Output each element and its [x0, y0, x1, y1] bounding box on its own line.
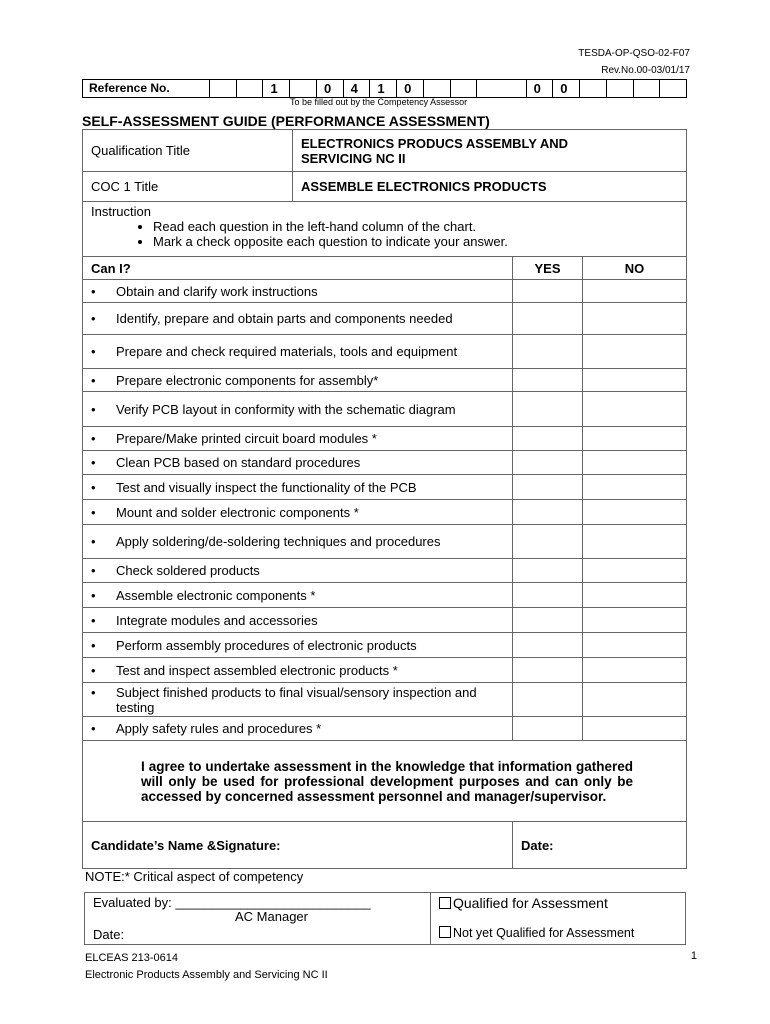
question-text: Perform assembly procedures of electronic products [116, 637, 417, 653]
no-checkbox-cell[interactable] [583, 427, 687, 451]
instruction-row [83, 202, 687, 257]
question-text: Test and inspect assembled electronic products * [116, 662, 398, 678]
evaluation-table [84, 892, 686, 945]
no-checkbox-cell[interactable] [583, 559, 687, 583]
bullet-icon: • [91, 344, 96, 359]
yes-checkbox-cell[interactable] [513, 633, 583, 658]
bullet-icon: • [91, 431, 96, 446]
bullet-icon: • [91, 612, 96, 628]
yes-checkbox-cell[interactable] [513, 280, 583, 303]
column-header-question: Can I? [83, 257, 513, 280]
no-checkbox-cell[interactable] [583, 683, 687, 717]
reference-number-row [82, 79, 687, 98]
question-text: Obtain and clarify work instructions [116, 283, 318, 299]
question-row [83, 525, 687, 559]
evaluation-date[interactable]: Date: [93, 927, 125, 942]
question-text: Test and visually inspect the functionality of the PCB [116, 479, 417, 495]
instruction-list [91, 219, 678, 249]
no-checkbox-cell[interactable] [583, 392, 687, 427]
qualification-value-line2: SERVICING NC II [301, 150, 406, 166]
bullet-icon: • [91, 479, 96, 495]
reference-label: Reference No. [83, 80, 210, 97]
question-cell [83, 500, 513, 525]
reference-digit[interactable] [290, 80, 317, 97]
evaluator-cell [85, 893, 431, 945]
form-header [578, 45, 690, 79]
question-row [83, 335, 687, 369]
yes-checkbox-cell[interactable] [513, 583, 583, 608]
question-row [83, 451, 687, 475]
question-cell [83, 451, 513, 475]
bullet-icon: • [91, 684, 96, 700]
bullet-icon: • [91, 372, 96, 388]
question-rows [83, 280, 687, 741]
bullet-icon: • [91, 455, 96, 470]
bullet-icon: • [91, 563, 96, 578]
reference-digit[interactable]: 0 [553, 80, 580, 97]
instruction-item: • Mark a check opposite each question to indicate your answer. [153, 234, 678, 249]
yes-checkbox-cell[interactable] [513, 369, 583, 392]
question-row [83, 608, 687, 633]
reference-digit[interactable] [660, 80, 686, 97]
yes-checkbox-cell[interactable] [513, 717, 583, 741]
question-cell [83, 335, 513, 369]
bullet-icon: • [91, 283, 96, 299]
bullet-icon: • [91, 721, 96, 736]
no-checkbox-cell[interactable] [583, 369, 687, 392]
no-checkbox-cell[interactable] [583, 608, 687, 633]
reference-digit[interactable] [634, 80, 661, 97]
yes-checkbox-cell[interactable] [513, 525, 583, 559]
question-text: Apply safety rules and procedures * [116, 721, 322, 736]
question-text: Check soldered products [116, 563, 260, 578]
reference-note: To be filled out by the Competency Assessor [290, 97, 468, 107]
question-row [83, 427, 687, 451]
question-cell [83, 717, 513, 741]
agreement-row [83, 741, 687, 822]
question-text: Mount and solder electronic components * [116, 504, 359, 520]
question-cell [83, 583, 513, 608]
critical-note: NOTE:* Critical aspect of competency [85, 869, 304, 884]
page-number: 1 [690, 950, 697, 962]
question-cell [83, 392, 513, 427]
qualification-value-line1: ELECTRONICS PRODUCS ASSEMBLY AND [301, 135, 569, 151]
yes-checkbox-cell[interactable] [513, 608, 583, 633]
no-checkbox-cell[interactable] [583, 335, 687, 369]
question-cell [83, 633, 513, 658]
reference-digit[interactable]: 0 [317, 80, 344, 97]
reference-digit[interactable] [451, 80, 478, 97]
no-checkbox-cell[interactable] [583, 451, 687, 475]
revision-number: Rev.No.00-03/01/17 [601, 65, 690, 76]
no-checkbox-cell[interactable] [583, 280, 687, 303]
form-code: TESDA-OP-QSO-02-F07 [578, 48, 690, 59]
column-header-no: NO [583, 257, 687, 280]
qualified-label: Qualified for Assessment [453, 895, 608, 911]
qualification-status-cell [431, 893, 686, 945]
question-cell [83, 280, 513, 303]
question-cell [83, 427, 513, 451]
bullet-icon: • [91, 504, 96, 520]
page-title: SELF-ASSESSMENT GUIDE (PERFORMANCE ASSESSMENT) [82, 113, 490, 129]
column-header-row [83, 257, 687, 280]
yes-checkbox-cell[interactable] [513, 475, 583, 500]
yes-checkbox-cell[interactable] [513, 451, 583, 475]
question-cell [83, 658, 513, 683]
question-cell [83, 525, 513, 559]
qualification-value [293, 130, 687, 172]
evaluator-role: AC Manager [235, 909, 308, 924]
question-text: Verify PCB layout in conformity with the schematic diagram [116, 401, 456, 417]
question-row [83, 583, 687, 608]
instruction-item: • Read each question in the left-hand column of the chart. [153, 219, 678, 234]
no-checkbox-cell[interactable] [583, 583, 687, 608]
question-cell [83, 475, 513, 500]
question-cell [83, 369, 513, 392]
evaluated-by[interactable]: Evaluated by: ___________________________ [93, 895, 371, 910]
question-row [83, 392, 687, 427]
question-row [83, 633, 687, 658]
yes-checkbox-cell[interactable] [513, 303, 583, 335]
question-row [83, 658, 687, 683]
no-checkbox-cell[interactable] [583, 500, 687, 525]
bullet-icon: • [91, 587, 96, 603]
instruction-label: Instruction [91, 204, 151, 219]
question-row [83, 475, 687, 500]
candidate-date[interactable]: Date: [513, 822, 687, 869]
yes-checkbox-cell[interactable] [513, 658, 583, 683]
reference-digit[interactable]: 4 [344, 80, 371, 97]
question-text: Clean PCB based on standard procedures [116, 455, 361, 470]
question-cell [83, 608, 513, 633]
coc-label: COC 1 Title [83, 172, 293, 202]
footer-title: Electronic Products Assembly and Servicing NC II [85, 969, 328, 981]
question-row [83, 717, 687, 741]
no-checkbox-cell[interactable] [583, 717, 687, 741]
instruction-cell [83, 202, 687, 257]
self-assessment-table [82, 129, 687, 869]
question-cell [83, 303, 513, 335]
footer [85, 950, 328, 984]
yes-checkbox-cell[interactable] [513, 559, 583, 583]
reference-digit[interactable]: 0 [527, 80, 554, 97]
qualified-option[interactable] [431, 893, 685, 911]
candidate-row [83, 822, 687, 869]
question-row [83, 683, 687, 717]
no-checkbox-cell[interactable] [583, 633, 687, 658]
checkbox-icon[interactable] [439, 897, 451, 909]
question-text: Identify, prepare and obtain parts and components needed [116, 311, 453, 326]
question-text: Apply soldering/de-soldering techniques and procedures [116, 534, 441, 549]
bullet-icon: • [91, 534, 96, 549]
column-header-yes: YES [513, 257, 583, 280]
reference-digit[interactable]: 1 [263, 80, 290, 97]
bullet-icon: • [91, 637, 96, 653]
question-text: Prepare electronic components for assembly* [116, 372, 379, 388]
qualification-row [83, 130, 687, 172]
no-checkbox-cell[interactable] [583, 525, 687, 559]
question-cell [83, 559, 513, 583]
reference-digit[interactable] [237, 80, 264, 97]
question-text: Assemble electronic components * [116, 587, 316, 603]
reference-digit[interactable] [210, 80, 237, 97]
question-cell [83, 683, 513, 717]
coc-value: ASSEMBLE ELECTRONICS PRODUCTS [293, 172, 687, 202]
reference-digit[interactable] [607, 80, 634, 97]
question-row [83, 559, 687, 583]
yes-checkbox-cell[interactable] [513, 427, 583, 451]
yes-checkbox-cell[interactable] [513, 500, 583, 525]
yes-checkbox-cell[interactable] [513, 392, 583, 427]
not-qualified-label: Not yet Qualified for Assessment [453, 926, 635, 940]
yes-checkbox-cell[interactable] [513, 335, 583, 369]
footer-code: ELCEAS 213-0614 [85, 952, 178, 964]
agreement-cell [83, 741, 687, 822]
candidate-name-signature[interactable]: Candidate’s Name &Signature: [83, 822, 513, 869]
question-row [83, 303, 687, 335]
question-text: Prepare and check required materials, tools and equipment [116, 344, 458, 359]
question-row [83, 500, 687, 525]
agreement-text: I agree to undertake assessment in the knowledge that information gathered will only be used for professional development purposes and can only be accessed by concerned assessment personnel and manager/supervisor. [141, 758, 633, 804]
checkbox-icon[interactable] [439, 926, 451, 938]
reference-digit[interactable]: 1 [370, 80, 397, 97]
question-row [83, 280, 687, 303]
bullet-icon: • [91, 401, 96, 417]
not-qualified-option[interactable] [431, 911, 685, 940]
reference-digit[interactable] [580, 80, 607, 97]
bullet-icon: • [91, 662, 96, 678]
qualification-label: Qualification Title [83, 130, 293, 172]
question-text: Integrate modules and accessories [116, 612, 318, 628]
no-checkbox-cell[interactable] [583, 658, 687, 683]
question-text: Subject finished products to final visual/sensory inspection and testing [116, 684, 477, 715]
reference-digit[interactable] [424, 80, 451, 97]
bullet-icon: • [91, 311, 96, 326]
question-text: Prepare/Make printed circuit board modules * [116, 431, 377, 446]
no-checkbox-cell[interactable] [583, 303, 687, 335]
reference-digit[interactable] [477, 80, 526, 97]
yes-checkbox-cell[interactable] [513, 683, 583, 717]
coc-row [83, 172, 687, 202]
question-row [83, 369, 687, 392]
reference-digit[interactable]: 0 [397, 80, 424, 97]
no-checkbox-cell[interactable] [583, 475, 687, 500]
